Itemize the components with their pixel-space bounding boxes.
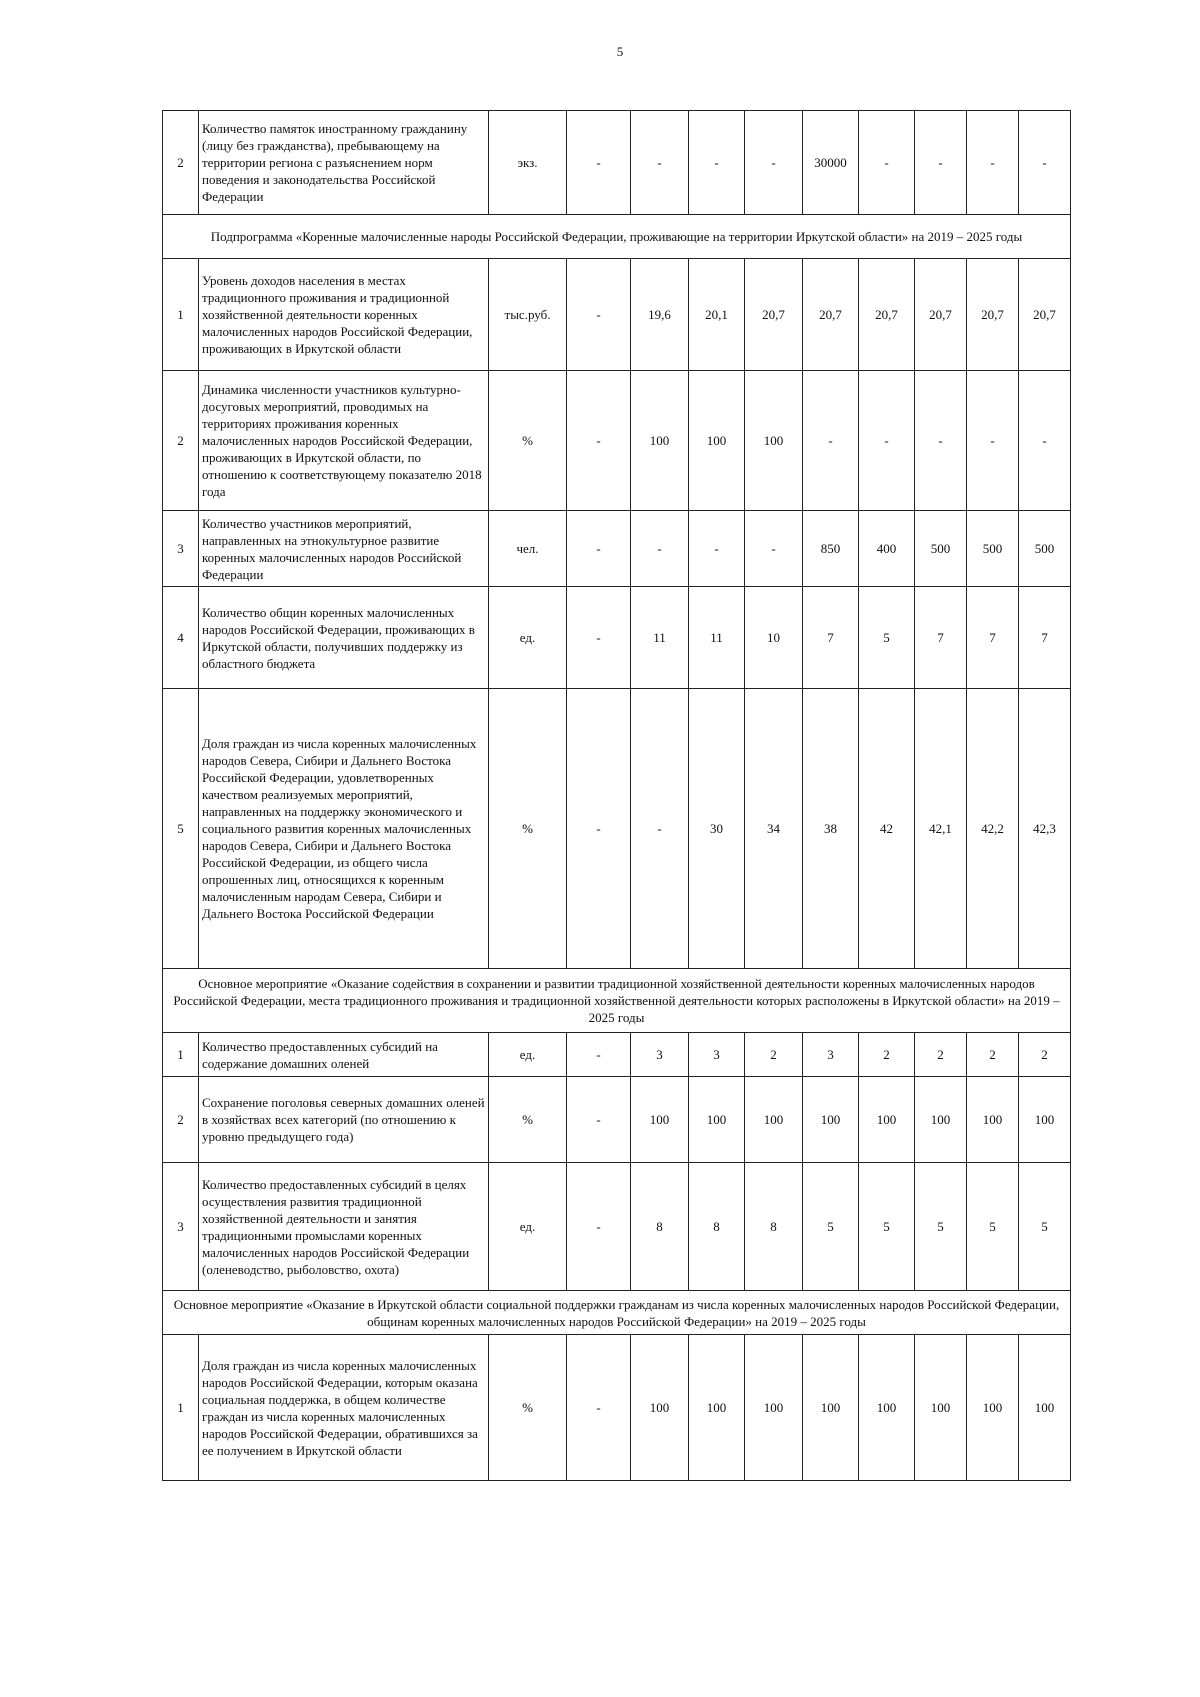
unit-cell: ед. bbox=[489, 1163, 567, 1291]
value-cell: - bbox=[803, 371, 859, 511]
value-cell: - bbox=[567, 371, 631, 511]
value-cell: 20,1 bbox=[689, 259, 745, 371]
value-cell: 100 bbox=[1019, 1335, 1071, 1481]
value-cell: 100 bbox=[631, 371, 689, 511]
value-cell: 42 bbox=[859, 689, 915, 969]
value-cell: 20,7 bbox=[1019, 259, 1071, 371]
value-cell: 100 bbox=[631, 1335, 689, 1481]
value-cell: - bbox=[567, 111, 631, 215]
value-cell: 20,7 bbox=[745, 259, 803, 371]
value-cell: - bbox=[567, 511, 631, 587]
value-cell: 100 bbox=[803, 1077, 859, 1163]
row-number: 2 bbox=[163, 371, 199, 511]
value-cell: 20,7 bbox=[803, 259, 859, 371]
value-cell: 100 bbox=[631, 1077, 689, 1163]
value-cell: 5 bbox=[967, 1163, 1019, 1291]
value-cell: - bbox=[915, 371, 967, 511]
indicators-table bbox=[162, 110, 1071, 1481]
value-cell: - bbox=[567, 689, 631, 969]
value-cell: - bbox=[1019, 371, 1071, 511]
value-cell: - bbox=[567, 1335, 631, 1481]
value-cell: 2 bbox=[745, 1033, 803, 1077]
indicator-description: Уровень доходов населения в местах традиционного проживания и традиционной хозяйственной деятельности коренных малочисленных народов Российской Федерации, проживающих в Иркутской области bbox=[199, 259, 489, 371]
indicator-description: Сохранение поголовья северных домашних оленей в хозяйствах всех категорий (по отношению к уровню предыдущего года) bbox=[199, 1077, 489, 1163]
value-cell: 100 bbox=[745, 1077, 803, 1163]
value-cell: - bbox=[631, 689, 689, 969]
value-cell: 3 bbox=[689, 1033, 745, 1077]
table-row bbox=[163, 259, 1071, 371]
row-number: 3 bbox=[163, 511, 199, 587]
value-cell: 850 bbox=[803, 511, 859, 587]
unit-cell: ед. bbox=[489, 1033, 567, 1077]
section-header-row bbox=[163, 215, 1071, 259]
value-cell: 100 bbox=[915, 1077, 967, 1163]
table-row bbox=[163, 1033, 1071, 1077]
unit-cell: % bbox=[489, 1077, 567, 1163]
row-number: 1 bbox=[163, 1033, 199, 1077]
value-cell: - bbox=[567, 587, 631, 689]
value-cell: 42,1 bbox=[915, 689, 967, 969]
value-cell: 20,7 bbox=[915, 259, 967, 371]
unit-cell: % bbox=[489, 371, 567, 511]
value-cell: 500 bbox=[1019, 511, 1071, 587]
value-cell: 10 bbox=[745, 587, 803, 689]
value-cell: 100 bbox=[689, 371, 745, 511]
value-cell: 11 bbox=[631, 587, 689, 689]
indicator-description: Количество предоставленных субсидий на содержание домашних оленей bbox=[199, 1033, 489, 1077]
value-cell: - bbox=[567, 259, 631, 371]
unit-cell: % bbox=[489, 1335, 567, 1481]
value-cell: - bbox=[631, 511, 689, 587]
value-cell: 2 bbox=[859, 1033, 915, 1077]
value-cell: 3 bbox=[803, 1033, 859, 1077]
value-cell: 7 bbox=[967, 587, 1019, 689]
section-header-row bbox=[163, 1291, 1071, 1335]
indicator-description: Количество участников мероприятий, направленных на этнокультурное развитие коренных малочисленных народов Российской Федерации bbox=[199, 511, 489, 587]
row-number: 3 bbox=[163, 1163, 199, 1291]
row-number: 2 bbox=[163, 1077, 199, 1163]
value-cell: 11 bbox=[689, 587, 745, 689]
value-cell: 20,7 bbox=[967, 259, 1019, 371]
value-cell: 8 bbox=[745, 1163, 803, 1291]
value-cell: 100 bbox=[745, 371, 803, 511]
unit-cell: % bbox=[489, 689, 567, 969]
value-cell: 34 bbox=[745, 689, 803, 969]
value-cell: 100 bbox=[803, 1335, 859, 1481]
value-cell: 8 bbox=[689, 1163, 745, 1291]
value-cell: 100 bbox=[745, 1335, 803, 1481]
table-row bbox=[163, 1077, 1071, 1163]
value-cell: 7 bbox=[1019, 587, 1071, 689]
value-cell: 2 bbox=[967, 1033, 1019, 1077]
value-cell: - bbox=[859, 111, 915, 215]
value-cell: 500 bbox=[967, 511, 1019, 587]
value-cell: 42,3 bbox=[1019, 689, 1071, 969]
value-cell: 8 bbox=[631, 1163, 689, 1291]
value-cell: - bbox=[967, 111, 1019, 215]
value-cell: 38 bbox=[803, 689, 859, 969]
section-title: Основное мероприятие «Оказание содействия в сохранении и развитии традиционной хозяйственной деятельности коренных малочисленных народов Российской Федерации, места традиционного проживания и традиционной хозяйственной деятельности которых расположены в Иркутской области» на 2019 – 2025 годы bbox=[163, 969, 1071, 1033]
row-number: 2 bbox=[163, 111, 199, 215]
value-cell: - bbox=[631, 111, 689, 215]
section-header-row bbox=[163, 969, 1071, 1033]
value-cell: - bbox=[567, 1077, 631, 1163]
value-cell: - bbox=[859, 371, 915, 511]
unit-cell: экз. bbox=[489, 111, 567, 215]
value-cell: 100 bbox=[689, 1335, 745, 1481]
value-cell: - bbox=[567, 1163, 631, 1291]
value-cell: 42,2 bbox=[967, 689, 1019, 969]
value-cell: - bbox=[915, 111, 967, 215]
page-number: 5 bbox=[616, 44, 624, 59]
indicator-description: Количество предоставленных субсидий в целях осуществления развития традиционной хозяйственной деятельности и занятия традиционными промыслами коренных малочисленных народов Российской Федерации (оленеводство, рыболовство, охота) bbox=[199, 1163, 489, 1291]
value-cell: 7 bbox=[803, 587, 859, 689]
value-cell: - bbox=[689, 511, 745, 587]
table-row bbox=[163, 689, 1071, 969]
value-cell: 5 bbox=[803, 1163, 859, 1291]
value-cell: 19,6 bbox=[631, 259, 689, 371]
table-row bbox=[163, 111, 1071, 215]
value-cell: 2 bbox=[915, 1033, 967, 1077]
table-row bbox=[163, 511, 1071, 587]
row-number: 1 bbox=[163, 259, 199, 371]
value-cell: 400 bbox=[859, 511, 915, 587]
value-cell: 100 bbox=[1019, 1077, 1071, 1163]
indicator-description: Доля граждан из числа коренных малочисленных народов Севера, Сибири и Дальнего Востока Российской Федерации, удовлетворенных качеством реализуемых мероприятий, направленных на поддержку экономического и социального развития коренных малочисленных народов Севера, Сибири и Дальнего Востока Российской Федерации, из общего числа опрошенных лиц, относящихся к коренным малочисленным народам Севера, Сибири и Дальнего Востока Российской Федерации bbox=[199, 689, 489, 969]
section-title: Основное мероприятие «Оказание в Иркутской области социальной поддержки гражданам из числа коренных малочисленных народов Российской Федерации, общинам коренных малочисленных народов Российской Федерации» на 2019 – 2025 годы bbox=[163, 1291, 1071, 1335]
value-cell: 5 bbox=[859, 1163, 915, 1291]
indicator-description: Доля граждан из числа коренных малочисленных народов Российской Федерации, которым оказана социальная поддержка, в общем количестве граждан из числа коренных малочисленных народов Российской Федерации, обратившихся за ее получением в Иркутской области bbox=[199, 1335, 489, 1481]
row-number: 5 bbox=[163, 689, 199, 969]
table-row bbox=[163, 371, 1071, 511]
value-cell: 5 bbox=[1019, 1163, 1071, 1291]
value-cell: 5 bbox=[915, 1163, 967, 1291]
value-cell: 500 bbox=[915, 511, 967, 587]
value-cell: - bbox=[967, 371, 1019, 511]
row-number: 1 bbox=[163, 1335, 199, 1481]
value-cell: - bbox=[1019, 111, 1071, 215]
value-cell: 5 bbox=[859, 587, 915, 689]
unit-cell: тыс.руб. bbox=[489, 259, 567, 371]
value-cell: 100 bbox=[859, 1077, 915, 1163]
value-cell: 100 bbox=[689, 1077, 745, 1163]
value-cell: - bbox=[745, 111, 803, 215]
value-cell: - bbox=[745, 511, 803, 587]
table-row bbox=[163, 1163, 1071, 1291]
value-cell: 100 bbox=[915, 1335, 967, 1481]
row-number: 4 bbox=[163, 587, 199, 689]
value-cell: - bbox=[689, 111, 745, 215]
unit-cell: чел. bbox=[489, 511, 567, 587]
value-cell: 30000 bbox=[803, 111, 859, 215]
value-cell: 100 bbox=[967, 1077, 1019, 1163]
value-cell: 3 bbox=[631, 1033, 689, 1077]
value-cell: 2 bbox=[1019, 1033, 1071, 1077]
section-title: Подпрограмма «Коренные малочисленные народы Российской Федерации, проживающие на территории Иркутской области» на 2019 – 2025 годы bbox=[163, 215, 1071, 259]
value-cell: 7 bbox=[915, 587, 967, 689]
value-cell: 100 bbox=[967, 1335, 1019, 1481]
value-cell: 30 bbox=[689, 689, 745, 969]
table-row bbox=[163, 587, 1071, 689]
value-cell: 100 bbox=[859, 1335, 915, 1481]
indicator-description: Динамика численности участников культурно-досуговых мероприятий, проводимых на территориях проживания коренных малочисленных народов Российской Федерации, проживающих в Иркутской области, по отношению к соответствующему показателю 2018 года bbox=[199, 371, 489, 511]
table-row bbox=[163, 1335, 1071, 1481]
unit-cell: ед. bbox=[489, 587, 567, 689]
value-cell: - bbox=[567, 1033, 631, 1077]
value-cell: 20,7 bbox=[859, 259, 915, 371]
indicator-description: Количество памяток иностранному гражданину (лицу без гражданства), пребывающему на территории региона с разъяснением норм поведения и законодательства Российской Федерации bbox=[199, 111, 489, 215]
indicator-description: Количество общин коренных малочисленных народов Российской Федерации, проживающих в Иркутской области, получивших поддержку из областного бюджета bbox=[199, 587, 489, 689]
